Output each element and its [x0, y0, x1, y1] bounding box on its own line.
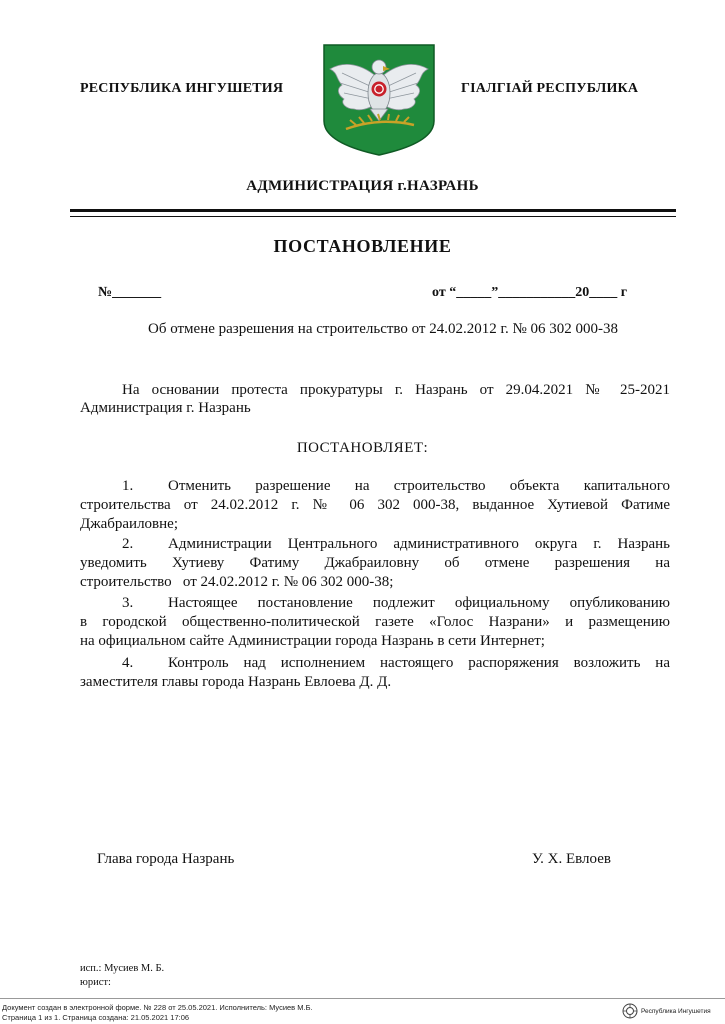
item-3-line-3: на официальном сайте Администрации города Назрань в сети Интернет; [80, 633, 545, 649]
footer-divider [0, 998, 725, 999]
item-4-line-2: заместителя главы города Назрань Евлоева Д. Д. [80, 674, 392, 690]
footer-line-2: Страница 1 из 1. Страница создана: 21.05.2021 17:06 [2, 1013, 190, 1022]
preamble-line-1: На основании протеста прокуратуры г. Назрань от 29.04.2021 № 25-2021 [122, 382, 670, 398]
item-2-line-3: строительство от 24.02.2012 г. № 06 302 000-38; [80, 574, 394, 590]
coat-of-arms-icon [322, 43, 436, 157]
document-number: №_______ [98, 285, 162, 300]
administration-title: АДМИНИСТРАЦИЯ г.НАЗРАНЬ [246, 178, 479, 194]
signature-name: У. Х. Евлоев [532, 851, 611, 867]
item-3-line-2: в городской общественно-политической газете «Голос Назрани» и размещению [80, 614, 670, 630]
document-date: от “_____”___________20____ г [432, 285, 628, 300]
republic-name-ing: ГIАЛГIАЙ РЕСПУБЛИКА [461, 81, 639, 96]
decree-heading: ПОСТАНОВЛЯЕТ: [296, 440, 429, 456]
item-1-line-2: строительства от 24.02.2012 г. № 06 302 000-38, выданное Хутиевой Фатиме [80, 497, 670, 513]
footer-line-1: Документ создан в электронной форме. № 228 от 25.05.2021. Исполнитель: Мусиев М.Б. [2, 1003, 313, 1012]
republic-seal-icon [622, 1003, 638, 1019]
republic-name-ru: РЕСПУБЛИКА ИНГУШЕТИЯ [80, 81, 284, 96]
republic-badge [622, 1002, 720, 1020]
item-2-line-1: Администрации Центрального административного округа г. Назрань [168, 536, 670, 552]
item-3-line-1: Настоящее постановление подлежит официальному опубликованию [168, 595, 670, 611]
lawyer-note: юрист: [80, 977, 111, 988]
document-title: ПОСТАНОВЛЕНИЕ [273, 236, 452, 256]
document-subject: Об отмене разрешения на строительство от 24.02.2012 г. № 06 302 000-38 [147, 321, 619, 337]
republic-badge-label: Республика Ингушетия [641, 1007, 711, 1015]
header-divider-thick [70, 209, 676, 212]
item-number: 2. [122, 536, 134, 552]
item-number: 1. [122, 478, 134, 494]
header-divider-thin [70, 216, 676, 217]
item-2-line-2: уведомить Хутиеву Фатиму Джабраиловну об отмене разрешения на [80, 555, 670, 571]
item-4-line-1: Контроль над исполнением настоящего распоряжения возложить на [168, 655, 670, 671]
item-number: 3. [122, 595, 134, 611]
item-1-line-3: Джабраиловне; [80, 516, 178, 532]
item-number: 4. [122, 655, 134, 671]
executor-note: исп.: Мусиев М. Б. [80, 963, 165, 974]
item-1-line-1: Отменить разрешение на строительство объекта капитального [168, 478, 670, 494]
signature-role: Глава города Назрань [97, 851, 235, 867]
preamble-line-2: Администрация г. Назрань [80, 400, 251, 416]
